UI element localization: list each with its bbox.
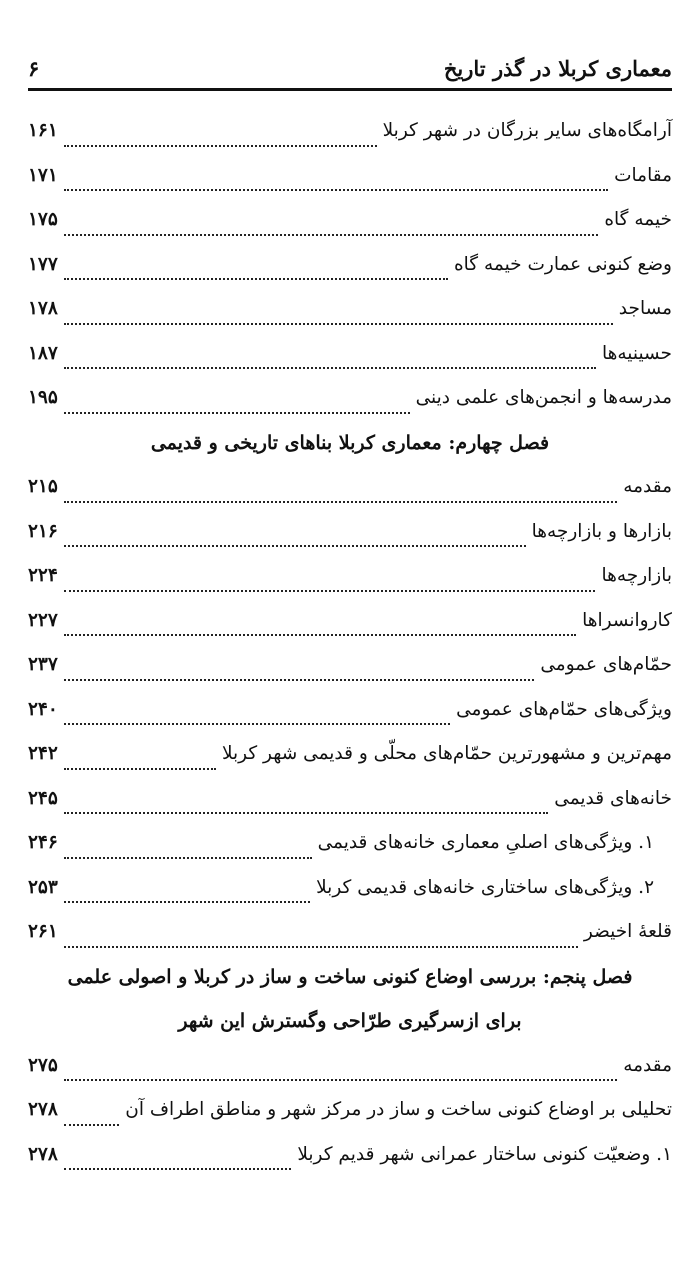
book-page [28,52,672,1177]
dot-leader [64,189,608,191]
toc-entry[interactable] [28,1088,672,1133]
toc-entry[interactable] [28,376,672,421]
dot-leader [64,545,526,547]
toc-entry[interactable] [28,599,672,644]
dot-leader [64,1079,617,1081]
toc-entry[interactable] [28,287,672,332]
toc-entry-page: ۲۵۳ [28,876,58,898]
toc-entry[interactable] [28,243,672,288]
dot-leader [64,590,596,592]
toc-entry-page: ۲۷۵ [28,1054,58,1076]
dot-leader [64,145,377,147]
toc-entry[interactable] [28,1044,672,1089]
dot-leader [64,812,548,814]
dot-leader [64,278,448,280]
toc-entry[interactable] [28,109,672,154]
toc-entry[interactable] [28,910,672,955]
toc-entry-page: ۱۷۱ [28,164,58,186]
toc-entry-page: ۲۴۶ [28,832,58,853]
dot-leader [64,901,310,903]
chapter-heading: برای ازسرگیری طرّاحی وگسترش این شهر [178,1010,522,1032]
dot-leader [64,234,599,236]
toc-entry-page: ۲۳۷ [28,654,58,675]
toc-entry-page: ۲۷۸ [28,1143,58,1165]
dot-leader [64,946,578,948]
toc-entry-label: خانه‌های قدیمی [554,787,672,809]
toc-entry-page: ۱۸۷ [28,342,58,364]
toc-entry-label: خیمه گاه [604,209,672,230]
toc-entry[interactable] [28,821,672,866]
toc-entry-page: ۲۷۸ [28,1099,58,1120]
toc-entry[interactable] [28,866,672,911]
dot-leader [64,323,613,325]
dot-leader [64,501,617,503]
toc-entry-label: ویژگی‌های حمّام‌های عمومی [456,698,672,720]
toc-entry-page: ۲۴۵ [28,787,58,809]
toc-entry-label: مدرسه‌ها و انجمن‌های علمی دینی [415,387,672,408]
toc-entry-page: ۱۷۵ [28,209,58,230]
dot-leader [64,857,312,859]
toc-entry-label: ۱. وضعیّت کنونی ساختار عمرانی شهر قدیم کربلا [297,1143,672,1165]
book-title: معماری کربلا در گذر تاریخ [443,56,672,81]
toc-entry-page: ۲۲۷ [28,609,58,631]
toc-entry[interactable] [28,777,672,822]
toc-entry[interactable] [28,465,672,510]
dot-leader [64,634,576,636]
dot-leader [64,1168,292,1170]
toc-entry-page: ۲۱۶ [28,520,58,542]
toc-entry-label: کاروانسراها [582,609,672,631]
toc-entry-label: مقامات [614,164,672,186]
toc-entry[interactable] [28,510,672,555]
dot-leader [64,679,535,681]
toc-entry[interactable] [28,154,672,199]
toc-entry-label: ۱. ویژگی‌های اصلیِ معماری خانه‌های قدیمی [317,832,654,853]
toc-entry[interactable] [28,643,672,688]
chapter-heading: فصل چهارم: معماری کربلا بناهای تاریخی و قدیمی [150,431,550,454]
dot-leader [64,723,450,725]
toc-entry-label: بازارچه‌ها [601,565,672,586]
toc-entry-label: وضع کنونی عمارت خیمه گاه [453,253,672,275]
toc-entry-label: بازارها و بازارچه‌ها [531,520,672,542]
chapter-heading: فصل پنجم: بررسی اوضاع کنونی ساخت و ساز در کربلا و اصولی علمی [67,965,633,988]
dot-leader [64,367,596,369]
toc-entry-label: تحلیلی بر اوضاع کنونی ساخت و ساز در مرکز شهر و مناطق اطراف آن [125,1099,672,1120]
toc-entry-label: حسینیه‌ها [602,342,672,364]
toc-entry-page: ۱۷۷ [28,253,58,275]
toc-entry[interactable] [28,198,672,243]
toc-entry-page: ۱۹۵ [28,387,58,408]
toc-entry-label: مساجد [618,298,672,319]
table-of-contents [28,109,672,1177]
page-number: ۶ [28,56,40,81]
toc-entry-page: ۲۲۴ [28,565,58,586]
toc-entry[interactable] [28,554,672,599]
toc-entry-page: ۲۴۲ [28,743,58,764]
toc-entry-page: ۲۶۱ [28,921,58,942]
toc-entry-label: قلعهٔ اخیضر [583,921,672,942]
toc-entry-label: حمّام‌های عمومی [540,654,672,675]
toc-entry-page: ۱۶۱ [28,120,58,141]
toc-entry-label: مهم‌ترین و مشهورترین حمّام‌های محلّی و قدیمی شهر کربلا [221,743,672,764]
dot-leader [64,768,216,770]
page-header [28,52,672,91]
toc-entry[interactable] [28,1133,672,1178]
toc-entry-page: ۲۱۵ [28,476,58,497]
toc-entry-page: ۱۷۸ [28,298,58,319]
dot-leader [64,412,410,414]
dot-leader [64,1124,119,1126]
toc-entry[interactable] [28,732,672,777]
toc-entry[interactable] [28,688,672,733]
toc-entry-label: مقدمه [623,1054,672,1076]
toc-entry-label: مقدمه [623,476,672,497]
toc-entry-label: ۲. ویژگی‌های ساختاری خانه‌های قدیمی کربلا [316,876,654,898]
toc-entry-label: آرامگاه‌های سایر بزرگان در شهر کربلا [382,120,672,141]
toc-entry-page: ۲۴۰ [28,698,58,720]
toc-entry[interactable] [28,332,672,377]
